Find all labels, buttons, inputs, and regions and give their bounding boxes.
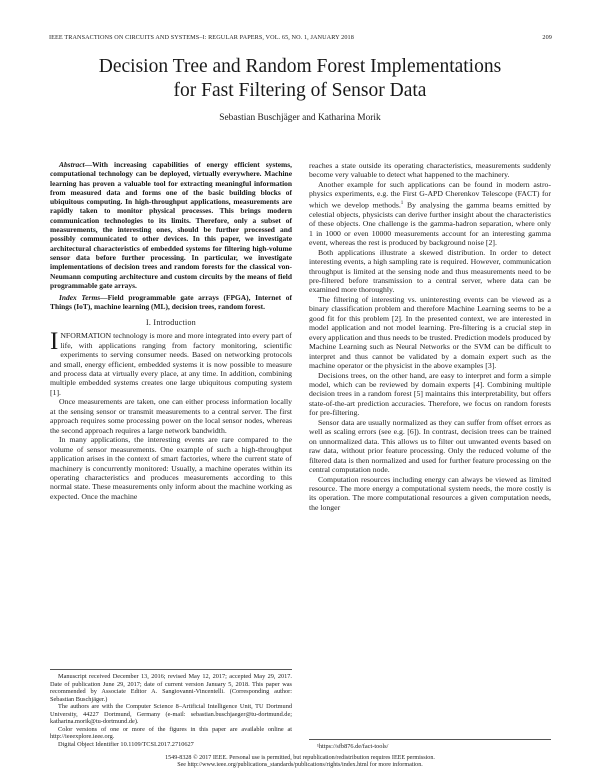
- index-terms-label: Index Terms: [59, 293, 101, 303]
- footnote-url: ¹https://sfb876.de/fact-tools/: [317, 743, 389, 750]
- right-footnote: [309, 739, 551, 751]
- footnote-affiliation: The authors are with the Computer Science 8–Artificial Intelligence Unit, TU Dortmund University, 44227 Dortmund, Germany (e-mail: sebastian.buschjaeger@tu-dortmund.de; katharina.morik@tu-dortmund.de).: [50, 703, 292, 726]
- paragraph-astrophysics: [309, 180, 551, 248]
- abstract-text: —With increasing capabilities of energy efficient systems, computational technology can be deployed, virtually everywhere. Machine learning has proven a valuable tool for extracting meaningful information from measured data and forms one of the basic building blocks of ubiquitous computing. In high-throughput applications, measurements are rapidly taken to monitor physical processes. This brings modern communication technologies to its limits. Therefore, only a subset of measurements, the interesting ones, should be further processed and possibly communicated to other devices. In this paper, we investigate architectural characteristics of embedded systems for filtering high-volume sensor data before further processing. In particular, we investigate implementations of decision trees and random forests for the classical von-Neumann computing architecture and custom circuits by the means of field programmable gate arrays.: [50, 160, 292, 290]
- abstract: [50, 160, 292, 290]
- title-line-2: for Fast Filtering of Sensor Data: [173, 80, 427, 101]
- first-page-footnotes: [50, 669, 292, 748]
- copyright-notice: [30, 755, 570, 770]
- index-terms-text: —Field programmable gate arrays (FPGA), Internet of Things (IoT), machine learning (ML), decision trees, random forest.: [50, 293, 292, 312]
- intro-paragraph-1-text: NFORMATION technology is more and more integrated into every part of life, with applications ranging from factory monitoring, scientific experiments to serving consumer needs. Based on networking protocols and small, energy efficient, embedded systems it is now possible to measure and process data at virtually every place, at any time. In addition, combining multiple embedded systems creates one large ubiquitous computing system [1].: [50, 331, 292, 397]
- paper-title: [30, 55, 570, 103]
- author-list: Sebastian Buschjäger and Katharina Morik: [219, 113, 381, 123]
- paragraph-decision-trees: Decisions trees, on the other hand, are easy to interpret and form a simple model, which can be reviewed by domain experts [4]. Combining multiple decision trees in a random forest [5] maintains this interpretability, but offers state-of-the-art prediction accuracies. Therefore, we focus on random forests for pre-filtering.: [309, 370, 551, 418]
- footnote-manuscript-dates: Manuscript received December 13, 2016; revised May 12, 2017; accepted May 29, 2017. Date of publication June 29, 2017; date of current version January 5, 2018. This paper was recommended by Associate Editor A. Sangiovanni-Vincentelli. (Corresponding author: Sebastian Buschjäger.): [50, 673, 292, 703]
- paragraph-skewed-distribution: Both applications illustrate a skewed distribution. In order to detect interesting events, a high sampling rate is required. However, communication throughput is limited at the sensing node and thus measurements need to be pre-filtered before transmission to a central server, where data can be examined more thoroughly.: [309, 247, 551, 295]
- paragraph-continuation: reaches a state outside its operating characteristics, measurements suddenly become very valuable to detect what happened to the machinery.: [309, 161, 551, 180]
- right-column: [309, 161, 551, 512]
- running-header: [49, 34, 552, 41]
- astro-text-a: Another example for such applications can be found in modern astro-physics experiments, e.g. the First G-APD Cherenkov Telescope (FACT) for which we develop methods.: [309, 179, 551, 210]
- copyright-line-1: 1549-8328 © 2017 IEEE. Personal use is permitted, but republication/redistribution requires IEEE permission.: [165, 755, 435, 761]
- abstract-label: Abstract: [59, 160, 85, 169]
- journal-name: IEEE TRANSACTIONS ON CIRCUITS AND SYSTEMS–I: REGULAR PAPERS, VOL. 65, NO. 1, JANUARY 2018: [49, 34, 354, 41]
- paragraph-filtering: The filtering of interesting vs. uninteresting events can be viewed as a binary classification problem and therefore Machine Learning seems to be a good fit for this problem [2]. In the presented context, we are interested in model application and not model learning. Pre-filtering is a crucial step in every application and thus needs to be trusted. Prediction models produced by Machine Learning such as Neural Networks or the SVM can be difficult to interpret and thus cannot be validated by a domain expert such as the machine operator or the physicist in the above examples [3].: [309, 294, 551, 371]
- copyright-line-2: See http://www.ieee.org/publications_standards/publications/rights/index.html for more information.: [177, 762, 423, 769]
- intro-paragraph-2: Once measurements are taken, one can either process information locally at the sensing sensor or transmit measurements to a central server. The first approach requires some processing power on the local sensor nodes, whereas the second approach requires a large network bandwidth.: [50, 397, 292, 435]
- index-terms: [50, 293, 292, 312]
- drop-cap: I: [50, 328, 59, 356]
- page-number: 209: [542, 34, 552, 41]
- footnote-color-versions: Color versions of one or more of the figures in this paper are available online at http://ieeexplore.ieee.org.: [50, 725, 292, 741]
- left-column: [50, 160, 292, 501]
- section-heading-introduction: I. Introduction: [145, 317, 197, 327]
- title-line-1: Decision Tree and Random Forest Implementations: [98, 56, 502, 77]
- footnote-doi: Digital Object Identifier 10.1109/TCSI.2017.2710627: [58, 740, 194, 748]
- paragraph-sensor-data: Sensor data are usually normalized as they can suffer from offset errors as well as scaling errors (see e.g. [6]). In contrast, decision trees can be trained on unnormalized data. This allows us to filter out unwanted events based on raw data, without prior feature processing. Only the reduced volume of the filtered data is then normalized and used for further feature processing on the central computation node.: [309, 417, 551, 475]
- paragraph-computation-resources: Computation resources including energy can always be viewed as limited resource. The more energy a computational system needs, the more costly is its operation. The more computational resources a given computation needs, the longer: [309, 474, 551, 512]
- astro-text-b: By analysing the gamma beams emitted by celestial objects, physicists can derive further insight about the characteristics of these objects. One challenge is the gamma-hadron separation, where only 1 in 1000 or even 10000 measurements account for an interesting gamma event, whereas the rest is produced by background noise [2].: [309, 200, 551, 248]
- footnote-marker: 1: [400, 200, 404, 206]
- intro-paragraph-3: In many applications, the interesting events are rare compared to the volume of sensor measurements. One example of such a high-throughput application arises in the context of smart factories, where the current state of machinery is concurrently monitored: Usually, a machine operates within its operating characteristics and produces measurements according to this normal state. These measurements only inform about the machine working as expected. Once the machine: [50, 435, 292, 501]
- intro-paragraph-1: [50, 328, 292, 397]
